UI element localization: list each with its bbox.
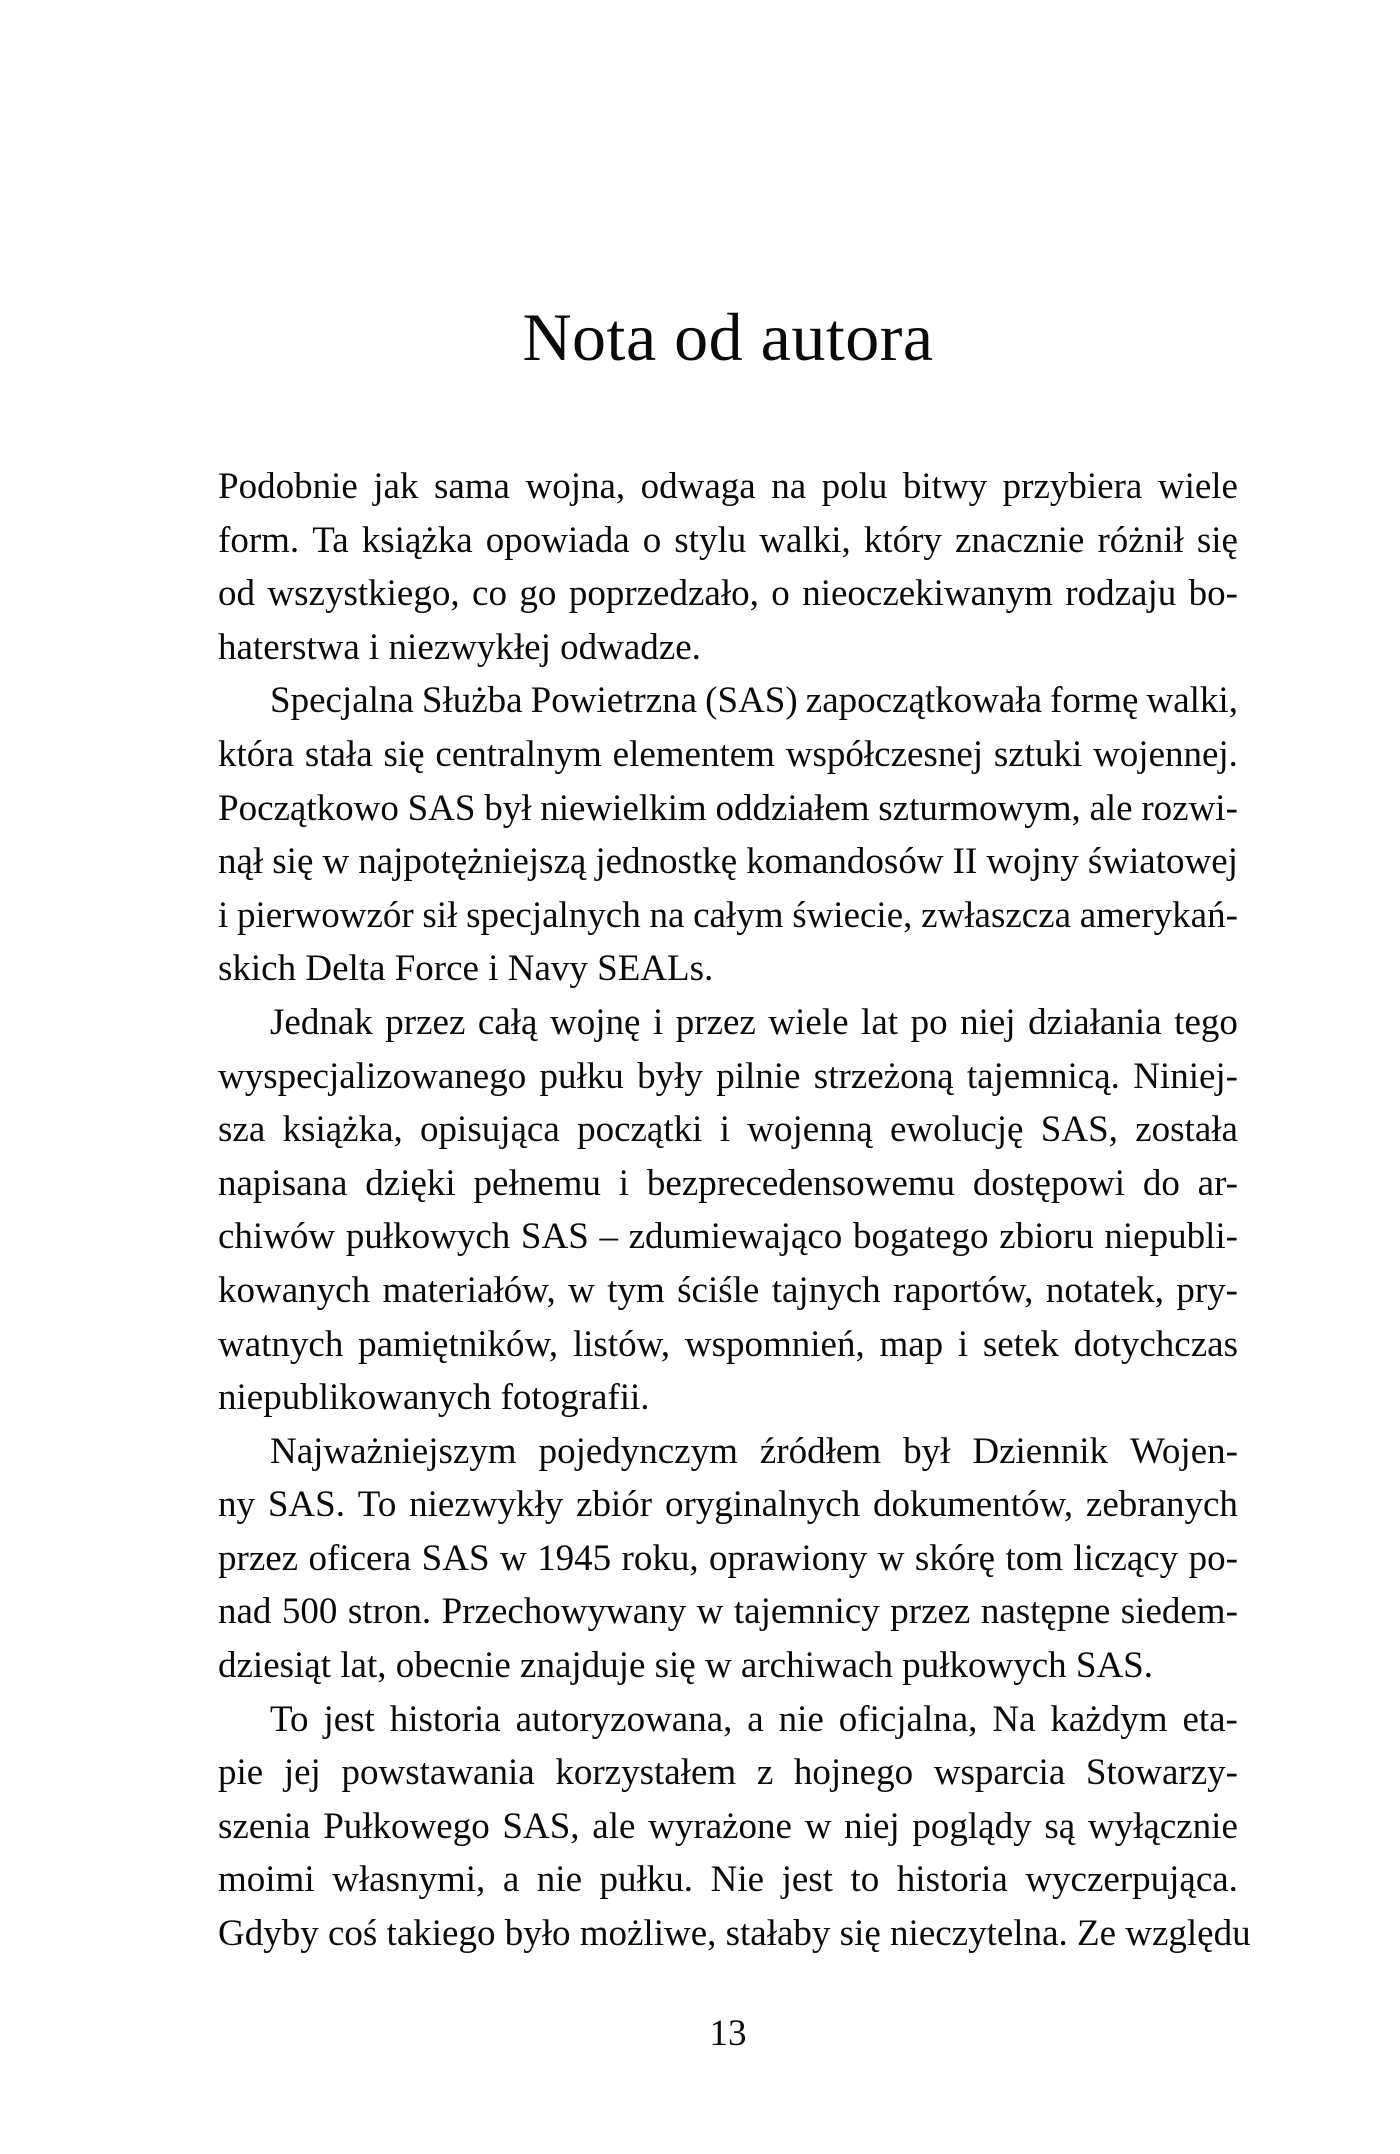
word: o [771,573,790,615]
word: każdym [1050,1698,1168,1740]
word: tym [607,1269,665,1311]
text-line [218,1210,1238,1264]
word: w [568,1269,595,1311]
text-line [218,835,1238,889]
text-line [218,1103,1238,1157]
word: Początkowo [218,787,399,829]
word: i [618,1162,630,1204]
word: walki, [759,519,851,561]
word: To [357,1484,397,1526]
word: dokumentów, [873,1484,1074,1526]
word: SAS [407,787,476,829]
word: od [218,573,255,615]
word: historia [896,1859,1008,1901]
text-line [218,567,1238,621]
word: wspomnień, [684,1323,865,1365]
text-line: haterstwa i niezwykłej odwadze. [218,626,701,668]
word: przez [890,1591,971,1633]
word: niewielkim [540,787,707,829]
word: pułkowych [345,1216,511,1258]
word: kowanych [218,1269,371,1311]
word: pry- [1176,1269,1238,1311]
word: nie [536,1859,582,1901]
word: w [322,841,350,883]
word: ale [1089,787,1133,829]
word: wyłącznie [1087,1805,1238,1847]
word: początki [577,1109,703,1151]
word: wojnę [549,1001,641,1043]
text-line [218,1746,1238,1800]
word: SAS [421,1537,490,1579]
word: liczący [1073,1537,1179,1579]
word: map [879,1323,944,1365]
word: różnił [1097,519,1184,561]
word: polu [821,466,888,507]
word: Służba [421,680,523,722]
word: do [1142,1162,1180,1204]
word: był [903,1430,951,1472]
word: stała [304,733,373,775]
word: są [1044,1805,1076,1847]
word: z [756,1752,774,1794]
word: jest [323,1698,375,1740]
word: chiwów [218,1216,336,1258]
text-line [218,1800,1238,1854]
word: niej [844,1805,900,1847]
word: watnych [218,1323,344,1365]
word: pojedynczym [538,1430,738,1472]
word: co [472,573,507,615]
word: Wojen- [1129,1430,1238,1472]
word: (SAS) [705,680,798,722]
word: Nie [710,1859,765,1901]
word: się [1196,519,1238,561]
word: wiele [1157,466,1238,507]
word: rodzaju [1065,573,1177,615]
word: ale [592,1805,636,1847]
word: a [747,1698,764,1740]
text-line: Gdyby coś takiego było możliwe, stałaby się nieczytelna. Ze względu [218,1913,1251,1955]
word: ewolucję [889,1109,1024,1151]
word: amerykań- [1079,894,1238,936]
text-line [218,1318,1238,1372]
word: niezwykły [409,1484,564,1526]
text-line [218,1050,1238,1104]
word: poglądy [912,1805,1032,1847]
word: walki, [1146,680,1238,722]
word: opisująca [420,1109,560,1151]
word: Jednak [270,1001,373,1043]
word: w [499,1537,527,1579]
word: pilnie [716,1055,801,1097]
word: się [272,841,314,883]
word: sza [218,1109,266,1151]
word: dostępowi [972,1162,1125,1204]
word: napisana [218,1162,348,1204]
word: całą [477,1001,538,1043]
word: po [910,1001,948,1043]
word: przybiera [1002,466,1143,507]
word: Niniej- [1133,1055,1238,1097]
word: niej [960,1001,1016,1043]
word: niepubli- [1104,1216,1238,1258]
word: oficera [308,1537,412,1579]
text-line [218,1157,1238,1211]
word: powstawania [341,1752,535,1794]
word: i [957,1323,969,1365]
word: a [502,1859,520,1901]
word: na [649,894,685,936]
text-line [218,674,1238,728]
word: nie [778,1698,824,1740]
text-line [218,514,1238,568]
word: ściśle [677,1269,760,1311]
word: ny [218,1484,255,1526]
text-line [218,1585,1238,1639]
word: wyspecjalizowanego [218,1055,527,1097]
word: całym [693,894,784,936]
word: roku, [621,1537,699,1579]
word: bitwy [902,466,988,507]
word: na [771,466,807,507]
word: to [850,1859,880,1901]
word: i [719,1109,730,1151]
word: pierwowzór [236,894,414,936]
word: dzięki [365,1162,456,1204]
word: książka, [282,1109,403,1151]
word: najpotężniejszą [358,841,587,883]
word: wojna, [525,466,626,507]
word: komandosów [746,841,944,883]
word: wojennej. [1093,733,1238,775]
word: zbiór [576,1484,653,1526]
word: przez [675,1001,756,1043]
word: sama [433,466,510,507]
word: eta- [1182,1698,1238,1740]
word: i [652,1001,664,1043]
word: elementem [612,733,775,775]
word: SAS [520,1216,589,1258]
word: jak [373,466,419,507]
word: działania [1028,1001,1162,1043]
word: wyrażone [648,1805,792,1847]
word: II [952,841,978,883]
word: sił [422,894,458,936]
word: Najważniejszym [270,1430,517,1472]
word: po- [1188,1537,1238,1579]
text-line [218,460,1238,514]
text-line [218,1853,1238,1907]
word: Podobnie [218,466,358,507]
word: formę [1050,680,1139,722]
word: hojnego [793,1752,914,1794]
word: notatek, [1045,1269,1164,1311]
word: historia [389,1698,501,1740]
word: autoryzowana, [515,1698,733,1740]
text-line [218,889,1238,943]
word: Specjalna [270,680,414,722]
word: opowiada [485,519,630,561]
word: która [218,733,295,775]
word: bo- [1188,573,1238,615]
word: tego [1174,1001,1238,1043]
word: To [270,1698,309,1740]
word: w [877,1537,905,1579]
word: Ta [312,519,349,561]
word: i [218,894,229,936]
text-line [218,1264,1238,1318]
word: siedem- [1120,1591,1238,1633]
word: skórę [914,1537,996,1579]
word: Przechowywany [441,1591,687,1633]
word: nad [218,1591,272,1633]
word: pie [218,1752,264,1794]
word: Na [992,1698,1036,1740]
word: stylu [674,519,747,561]
word: oryginalnych [664,1484,861,1526]
word: jednostkę [595,841,738,883]
word: SAS, [1040,1109,1118,1151]
word: zebranych [1085,1484,1238,1526]
word: znacznie [954,519,1085,561]
word: form. [218,519,300,561]
word: go [519,573,557,615]
word: światowej [1087,841,1238,883]
text-line: dziesiąt lat, obecnie znajduje się w archiwach pułkowych SAS. [218,1645,1153,1687]
word: 1945 [537,1537,612,1579]
word: Dziennik [972,1430,1108,1472]
word: rozwi- [1141,787,1238,829]
word: jest [781,1859,833,1901]
word: SAS, [502,1805,580,1847]
text-line [218,1478,1238,1532]
word: źródłem [759,1430,882,1472]
word: poprzedzało, [568,573,759,615]
word: Stowarzy- [1085,1752,1238,1794]
text-line [218,728,1238,782]
word: oficjalna, [838,1698,978,1740]
word: następne [980,1591,1111,1633]
word: lat [861,1001,899,1043]
word: sztuki [993,733,1083,775]
word: tom [1005,1537,1063,1579]
word: raportów, [893,1269,1034,1311]
word: pułku. [599,1859,694,1901]
word: wsparcia [933,1752,1066,1794]
word: zapoczątkowała [805,680,1043,722]
word: zwłaszcza [921,894,1072,936]
word: szenia [218,1805,311,1847]
word: zdumiewająco [628,1216,843,1258]
word: pełnemu [473,1162,601,1204]
word: były [637,1055,703,1097]
word: pułku [539,1055,624,1097]
word: o [642,519,662,561]
word: materiałów, [382,1269,556,1311]
page-number: 13 [709,2013,747,2054]
page-title: Nota od autora [522,299,934,375]
text-line [218,1532,1238,1586]
word: w [696,1591,724,1633]
word: korzystałem [555,1752,737,1794]
word: przez [385,1001,466,1043]
word: odwaga [640,466,756,507]
word: oprawiony [709,1537,868,1579]
word: był [484,787,532,829]
word: wojenną [747,1109,873,1151]
word: bogatego [852,1216,989,1258]
text-line [218,996,1238,1050]
word: tajemnicy [733,1591,880,1633]
word: Pułkowego [323,1805,490,1847]
body-text [218,460,1251,1961]
word: została [1135,1109,1238,1151]
word: współczesnej [785,733,984,775]
text-line [218,1693,1238,1747]
word: w [804,1805,832,1847]
word: – [599,1216,618,1258]
word: centralnym [435,733,602,775]
word: nął [218,841,264,883]
word: książka [361,519,473,561]
text-line: skich Delta Force i Navy SEALs. [218,948,714,990]
word: wojny [986,841,1079,883]
text-line [218,1425,1238,1479]
word: wszystkiego, [267,573,460,615]
word: jej [283,1752,321,1794]
word: specjalnych [466,894,641,936]
word: własnymi, [332,1859,486,1901]
word: tajnych [771,1269,881,1311]
word: moimi [218,1859,315,1901]
text-line: niepublikowanych fotografii. [218,1377,650,1419]
word: SAS. [267,1484,345,1526]
word: Powietrzna [530,680,698,722]
word: się [383,733,425,775]
word: strzeżoną [813,1055,954,1097]
word: wyczerpująca. [1025,1859,1238,1901]
word: listów, [572,1323,671,1365]
word: stron. [347,1591,432,1633]
word: tajemnicą. [966,1055,1120,1097]
word: pamiętników, [358,1323,559,1365]
word: dotychczas [1073,1323,1238,1365]
word: ar- [1197,1162,1238,1204]
word: świecie, [792,894,913,936]
word: który [863,519,942,561]
text-line [218,782,1238,836]
word: oddziałem [715,787,870,829]
word: nieoczekiwanym [802,573,1053,615]
word: zbioru [999,1216,1094,1258]
word: setek [982,1323,1059,1365]
word: bezprecedensowemu [646,1162,956,1204]
word: przez [218,1537,299,1579]
word: 500 [281,1591,338,1633]
word: wiele [768,1001,849,1043]
word: szturmowym, [878,787,1081,829]
